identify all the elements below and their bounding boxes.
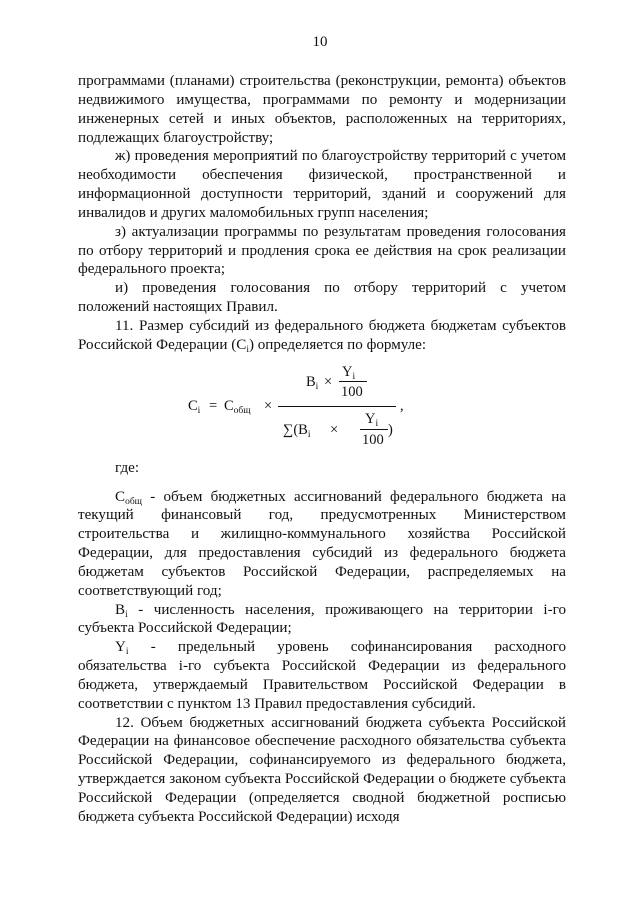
definition-b: $B_i$ - численность населения, проживающего на территории i-го субъекта Российской Федерации;	[78, 601, 566, 637]
denominator-y: $Y_i$	[365, 410, 379, 429]
numerator-inner-fraction-bar	[339, 381, 367, 382]
numerator-b: $B_i$	[306, 373, 319, 392]
numerator-hundred: 100	[341, 383, 363, 400]
formula-equals: =	[209, 397, 218, 414]
subsidy-formula	[78, 359, 566, 451]
page-number: 10	[312, 34, 328, 50]
numerator-times: ×	[324, 373, 333, 390]
paragraph-12: 12. Объем бюджетных ассигнований бюджета субъекта Российской Федерации на финансовое обеспечение расходного обязательства субъекта Российской Федерации, софинансируемого из федерального бюджета, утверждается законом субъекта Российской Федерации о бюджете субъекта Российской Федерации (определяется сводной бюджетной росписью бюджета субъекта Российской Федерации) исходя	[78, 714, 566, 825]
where-label: где:	[115, 459, 140, 476]
paragraph-item-i: и) проведения голосования по отбору территорий с учетом положений настоящих Правил.	[78, 280, 566, 316]
formula-lhs: $C_i$	[188, 397, 201, 416]
formula-times: ×	[264, 397, 273, 414]
paragraph-item-z: з) актуализации программы по результатам проведения голосования по отбору территорий и продления срока ее действия на срок реализации федерального проекта;	[78, 223, 566, 278]
numerator-y: $Y_i$	[342, 363, 356, 382]
formula-c-total: $C_{общ}$	[224, 397, 251, 416]
denominator-close: )	[388, 421, 393, 438]
definition-y: $Y_i$ - предельный уровень софинансирования расходного обязательства i-го субъекта Российской Федерации из федерального бюджета, утверждаемый Правительством Российской Федерации в соответствии с пунктом 13 Правил предоставления субсидий.	[78, 639, 566, 712]
paragraph-11: 11. Размер субсидий из федерального бюджета бюджетам субъектов Российской Федерации $(C_i)$ определяется по формуле:	[78, 317, 566, 355]
definition-c-total: $C_{общ}$ - объем бюджетных ассигнований федерального бюджета на текущий финансовый год, предусмотренных Министерством строительства и жилищно-коммунального хозяйства Российской Федерации, для предоставления субсидий из федерального бюджета бюджетам субъектов Российской Федерации, распределяемых на соответствующий год;	[78, 488, 566, 599]
denominator-sum: $\sum(B_i$	[283, 421, 311, 440]
denominator-hundred: 100	[362, 431, 384, 448]
page-body	[78, 72, 566, 827]
paragraph-item-zh: ж) проведения мероприятий по благоустройству территорий с учетом необходимости обеспечения физической, пространственной и информационной доступности территорий, зданий и сооружений для инвалидов и других маломобильных групп населения;	[78, 148, 566, 221]
main-fraction-bar	[278, 406, 396, 407]
paragraph-continuation: программами (планами) строительства (реконструкции, ремонта) объектов недвижимого имущества, программами по ремонту и модернизации инженерных сетей и иных объектов, расположенных на территориях, подлежащих благоустройству;	[78, 73, 566, 146]
denominator-times: ×	[330, 421, 339, 438]
denominator-inner-fraction-bar	[360, 429, 388, 430]
formula-comma: ,	[400, 397, 404, 414]
